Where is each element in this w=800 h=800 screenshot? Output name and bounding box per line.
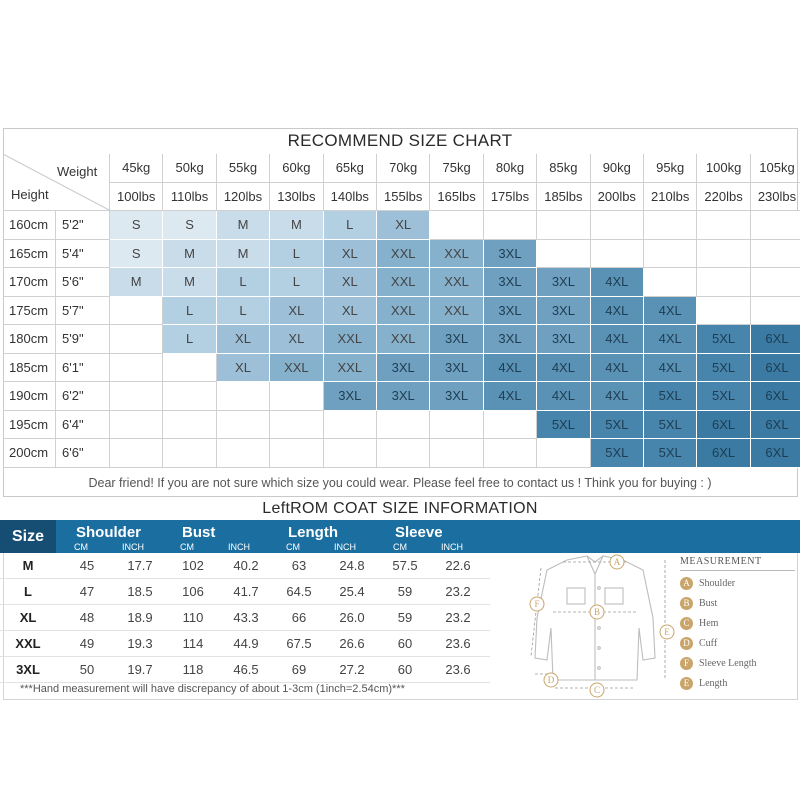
size-cell (591, 240, 644, 269)
coat-table-row (0, 631, 490, 657)
size-cell: 5XL (697, 354, 750, 383)
size-cell: 4XL (484, 354, 537, 383)
size-cell (217, 411, 270, 440)
size-cell: 4XL (591, 354, 644, 383)
legend-item-cuff (680, 635, 717, 651)
weight-lbs-header: 120lbs (217, 183, 270, 212)
weight-lbs-header: 230lbs (751, 183, 800, 212)
coat-value-cell: 23.2 (445, 584, 471, 599)
size-cell: 4XL (644, 354, 697, 383)
measure-header-bust: Bust (182, 524, 216, 541)
size-cell: 6XL (751, 411, 800, 440)
size-cell (484, 411, 537, 440)
size-cell (110, 439, 163, 468)
size-cell: XXL (430, 268, 483, 297)
size-cell: M (217, 240, 270, 269)
size-cell: L (270, 268, 323, 297)
coat-info-note: ***Hand measurement will have discrepancy of about 1-3cm (1inch=2.54cm)*** (20, 683, 405, 695)
coat-value-cell: 44.9 (233, 636, 259, 651)
size-cell (110, 382, 163, 411)
coat-value-cell: 49 (79, 636, 95, 651)
coat-value-cell: 114 (182, 636, 204, 651)
weight-kg-header: 60kg (270, 154, 323, 183)
size-cell (484, 211, 537, 240)
legend-letter-icon: E (680, 677, 693, 690)
height-cm-label: 185cm (3, 354, 56, 383)
weight-kg-header: 65kg (324, 154, 377, 183)
height-cm-label: 165cm (3, 240, 56, 269)
coat-value-cell: 69 (291, 662, 307, 677)
size-cell (751, 240, 800, 269)
coat-value-cell: 24.8 (339, 558, 365, 573)
size-cell: 3XL (430, 382, 483, 411)
coat-table-row (0, 579, 490, 605)
size-cell: XXL (377, 240, 430, 269)
legend-item-sleeve-length (680, 655, 756, 671)
coat-value-cell: 59 (397, 610, 413, 625)
legend-label: Length (699, 677, 728, 689)
size-cell: 4XL (644, 325, 697, 354)
size-cell: XL (324, 240, 377, 269)
coat-value-cell: 59 (397, 584, 413, 599)
size-cell: XXL (430, 297, 483, 326)
coat-value-cell: 26.6 (339, 636, 365, 651)
coat-value-cell: 23.2 (445, 610, 471, 625)
size-cell: XL (377, 211, 430, 240)
size-cell: 3XL (430, 325, 483, 354)
measurement-legend (680, 556, 795, 689)
coat-value-cell: 47 (79, 584, 95, 599)
size-cell (697, 268, 750, 297)
size-cell: 4XL (591, 268, 644, 297)
size-cell (430, 411, 483, 440)
size-cell: XXL (377, 268, 430, 297)
size-cell (751, 211, 800, 240)
marker-letter-d: D (547, 675, 555, 685)
size-cell (697, 211, 750, 240)
legend-letter-icon: A (680, 577, 693, 590)
coat-value-cell: 63 (291, 558, 307, 573)
height-cm-label: 200cm (3, 439, 56, 468)
weight-lbs-header: 165lbs (430, 183, 483, 212)
size-cell: L (163, 325, 216, 354)
size-cell: XXL (270, 354, 323, 383)
size-cell: XL (270, 325, 323, 354)
measure-header-sleeve: Sleeve (395, 524, 443, 541)
size-cell: 3XL (484, 297, 537, 326)
legend-item-shoulder (680, 575, 735, 591)
size-cell (430, 439, 483, 468)
coat-value-cell: 27.2 (339, 662, 365, 677)
size-cell (697, 297, 750, 326)
legend-letter-icon: C (680, 617, 693, 630)
coat-value-cell: 60 (397, 662, 413, 677)
height-cm-label: 195cm (3, 411, 56, 440)
size-cell: 5XL (644, 411, 697, 440)
legend-letter-icon: D (680, 637, 693, 650)
marker-letter-e: E (664, 627, 670, 637)
size-cell (163, 354, 216, 383)
weight-kg-header: 50kg (163, 154, 216, 183)
size-cell: 3XL (377, 354, 430, 383)
measure-inch-subheader: INCH (228, 542, 250, 552)
size-cell (163, 439, 216, 468)
size-cell (270, 382, 323, 411)
coat-value-cell: 23.6 (445, 662, 471, 677)
size-cell: 6XL (697, 411, 750, 440)
height-ft-label: 5'2" (56, 211, 110, 240)
coat-value-cell: 22.6 (445, 558, 471, 573)
measure-header-shoulder: Shoulder (76, 524, 142, 541)
size-cell (217, 439, 270, 468)
legend-item-hem (680, 615, 718, 631)
coat-value-cell: 26.0 (339, 610, 365, 625)
weight-lbs-header: 110lbs (163, 183, 216, 212)
height-cm-label: 190cm (3, 382, 56, 411)
size-cell: 4XL (484, 382, 537, 411)
size-cell (644, 268, 697, 297)
size-cell (591, 211, 644, 240)
size-cell: 5XL (591, 411, 644, 440)
size-cell (644, 211, 697, 240)
coat-value-cell: 23.6 (445, 636, 471, 651)
size-cell: 3XL (324, 382, 377, 411)
size-cell: S (163, 211, 216, 240)
size-cell: 5XL (697, 325, 750, 354)
height-ft-label: 5'7" (56, 297, 110, 326)
recommend-chart-title: RECOMMEND SIZE CHART (287, 131, 513, 150)
coat-value-cell: 110 (182, 610, 204, 625)
weight-label: Weight (57, 164, 98, 179)
size-cell: S (110, 240, 163, 269)
coat-value-cell: 19.7 (127, 662, 153, 677)
legend-label: Bust (699, 597, 718, 609)
height-cm-label: 170cm (3, 268, 56, 297)
size-cell: M (110, 268, 163, 297)
size-cell: 4XL (537, 354, 590, 383)
weight-lbs-header: 130lbs (270, 183, 323, 212)
size-cell: 5XL (697, 382, 750, 411)
legend-letter-icon: F (680, 657, 693, 670)
coat-value-cell: 46.5 (233, 662, 259, 677)
height-ft-label: 6'6" (56, 439, 110, 468)
coat-size-header: Size (12, 528, 45, 545)
weight-kg-header: 95kg (644, 154, 697, 183)
weight-lbs-header: 140lbs (324, 183, 377, 212)
header-diagonal-line (3, 154, 111, 211)
weight-kg-header: 70kg (377, 154, 430, 183)
size-cell (324, 411, 377, 440)
coat-table-row (0, 553, 490, 579)
weight-kg-header: 45kg (110, 154, 163, 183)
size-cell: 6XL (751, 439, 800, 468)
marker-letter-f: F (534, 599, 540, 609)
size-cell: M (163, 240, 216, 269)
size-cell: 6XL (751, 354, 800, 383)
weight-kg-header: 90kg (591, 154, 644, 183)
size-cell: XXL (430, 240, 483, 269)
marker-letter-a: A (613, 557, 621, 567)
legend-item-bust (680, 595, 717, 611)
size-cell (270, 439, 323, 468)
size-cell: M (217, 211, 270, 240)
legend-label: Sleeve Length (699, 657, 757, 669)
legend-item-length (680, 675, 727, 691)
measure-cm-subheader: CM (74, 542, 88, 552)
height-ft-label: 5'6" (56, 268, 110, 297)
marker-letter-b: B (593, 607, 601, 617)
size-cell: 5XL (644, 382, 697, 411)
size-cell (697, 240, 750, 269)
size-cell (110, 354, 163, 383)
coat-value-cell: 67.5 (286, 636, 312, 651)
size-cell: 3XL (430, 354, 483, 383)
size-cell: 6XL (751, 382, 800, 411)
height-ft-label: 5'9" (56, 325, 110, 354)
coat-value-cell: 19.3 (127, 636, 153, 651)
marker-letter-c: C (593, 685, 601, 695)
measure-cm-subheader: CM (393, 542, 407, 552)
size-cell: L (217, 268, 270, 297)
measure-cm-subheader: CM (286, 542, 300, 552)
size-cell: 3XL (537, 268, 590, 297)
coat-value-cell: 45 (79, 558, 95, 573)
size-cell: XL (217, 354, 270, 383)
size-cell (217, 382, 270, 411)
size-cell: M (163, 268, 216, 297)
shirt-measurement-diagram (515, 548, 675, 698)
size-cell: 3XL (484, 268, 537, 297)
size-cell: 5XL (644, 439, 697, 468)
weight-lbs-header: 155lbs (377, 183, 430, 212)
size-cell (110, 411, 163, 440)
coat-value-cell: 18.9 (127, 610, 153, 625)
coat-table-row (0, 605, 490, 631)
size-cell (163, 411, 216, 440)
size-cell (537, 439, 590, 468)
height-ft-label: 5'4" (56, 240, 110, 269)
size-cell: XXL (324, 354, 377, 383)
coat-size-label: XXL (15, 636, 41, 651)
coat-value-cell: 102 (182, 558, 204, 573)
coat-value-cell: 25.4 (339, 584, 365, 599)
size-cell: XL (270, 297, 323, 326)
coat-size-label: L (24, 584, 32, 599)
size-cell (537, 211, 590, 240)
size-cell (110, 325, 163, 354)
measurement-legend-title: MEASUREMENT (680, 556, 795, 571)
size-cell: 6XL (697, 439, 750, 468)
coat-value-cell: 17.7 (127, 558, 153, 573)
size-cell: L (270, 240, 323, 269)
size-cell (751, 268, 800, 297)
coat-size-label: XL (19, 610, 37, 625)
coat-info-title: LeftROM COAT SIZE INFORMATION (262, 500, 538, 517)
measure-cm-subheader: CM (180, 542, 194, 552)
size-cell: XL (217, 325, 270, 354)
size-cell: 3XL (484, 240, 537, 269)
size-cell: XL (324, 297, 377, 326)
weight-kg-header: 80kg (484, 154, 537, 183)
height-ft-label: 6'1" (56, 354, 110, 383)
height-cm-label: 180cm (3, 325, 56, 354)
size-cell: L (324, 211, 377, 240)
size-cell: 5XL (537, 411, 590, 440)
weight-lbs-header: 175lbs (484, 183, 537, 212)
coat-value-cell: 43.3 (233, 610, 259, 625)
measure-header-length: Length (288, 524, 338, 541)
coat-value-cell: 106 (182, 584, 204, 599)
legend-label: Shoulder (699, 577, 736, 589)
size-cell: 4XL (644, 297, 697, 326)
size-cell: 4XL (537, 382, 590, 411)
weight-kg-header: 55kg (217, 154, 270, 183)
size-cell (430, 211, 483, 240)
size-cell: XL (324, 268, 377, 297)
size-cell: 4XL (591, 297, 644, 326)
size-cell: 6XL (751, 325, 800, 354)
height-cm-label: 160cm (3, 211, 56, 240)
size-cell: 3XL (377, 382, 430, 411)
size-cell: S (110, 211, 163, 240)
coat-value-cell: 64.5 (286, 584, 312, 599)
weight-kg-header: 100kg (697, 154, 750, 183)
weight-kg-header: 75kg (430, 154, 483, 183)
recommend-size-grid (3, 154, 798, 469)
size-cell: 5XL (591, 439, 644, 468)
measure-inch-subheader: INCH (334, 542, 356, 552)
coat-value-cell: 118 (182, 662, 204, 677)
measure-inch-subheader: INCH (441, 542, 463, 552)
size-cell (163, 382, 216, 411)
weight-lbs-header: 220lbs (697, 183, 750, 212)
measurement-legend-items (680, 571, 795, 689)
size-cell (110, 297, 163, 326)
measure-inch-subheader: INCH (122, 542, 144, 552)
height-label: Height (11, 187, 49, 202)
legend-letter-icon: B (680, 597, 693, 610)
coat-value-cell: 60 (397, 636, 413, 651)
size-cell (324, 439, 377, 468)
coat-size-label: M (22, 558, 34, 573)
size-cell: 4XL (591, 325, 644, 354)
size-cell (377, 411, 430, 440)
legend-label: Cuff (699, 637, 718, 649)
legend-label: Hem (699, 617, 719, 629)
weight-kg-header: 85kg (537, 154, 590, 183)
height-cm-label: 175cm (3, 297, 56, 326)
weight-lbs-header: 185lbs (537, 183, 590, 212)
size-cell: L (217, 297, 270, 326)
size-cell: 3XL (537, 325, 590, 354)
height-ft-label: 6'4" (56, 411, 110, 440)
weight-kg-header: 105kg (751, 154, 800, 183)
height-ft-label: 6'2" (56, 382, 110, 411)
coat-size-label: 3XL (16, 662, 40, 677)
size-cell (751, 297, 800, 326)
size-cell: 4XL (591, 382, 644, 411)
weight-lbs-header: 100lbs (110, 183, 163, 212)
weight-lbs-header: 200lbs (591, 183, 644, 212)
size-cell (484, 439, 537, 468)
size-cell: L (163, 297, 216, 326)
size-cell: XXL (377, 297, 430, 326)
coat-value-cell: 48 (79, 610, 95, 625)
size-cell: XXL (377, 325, 430, 354)
size-cell (537, 240, 590, 269)
size-cell (377, 439, 430, 468)
size-cell (270, 411, 323, 440)
size-cell: 3XL (537, 297, 590, 326)
coat-value-cell: 66 (291, 610, 307, 625)
coat-value-cell: 50 (79, 662, 95, 677)
size-cell (644, 240, 697, 269)
size-cell: M (270, 211, 323, 240)
recommend-chart-note: Dear friend! If you are not sure which size you could wear. Please feel free to contact us ! Think you for buying : ) (88, 476, 712, 490)
size-cell: XXL (324, 325, 377, 354)
coat-value-cell: 18.5 (127, 584, 153, 599)
weight-lbs-header: 210lbs (644, 183, 697, 212)
coat-table-row (0, 657, 490, 683)
coat-value-cell: 40.2 (233, 558, 259, 573)
size-cell: 3XL (484, 325, 537, 354)
coat-value-cell: 41.7 (233, 584, 259, 599)
coat-value-cell: 57.5 (392, 558, 418, 573)
